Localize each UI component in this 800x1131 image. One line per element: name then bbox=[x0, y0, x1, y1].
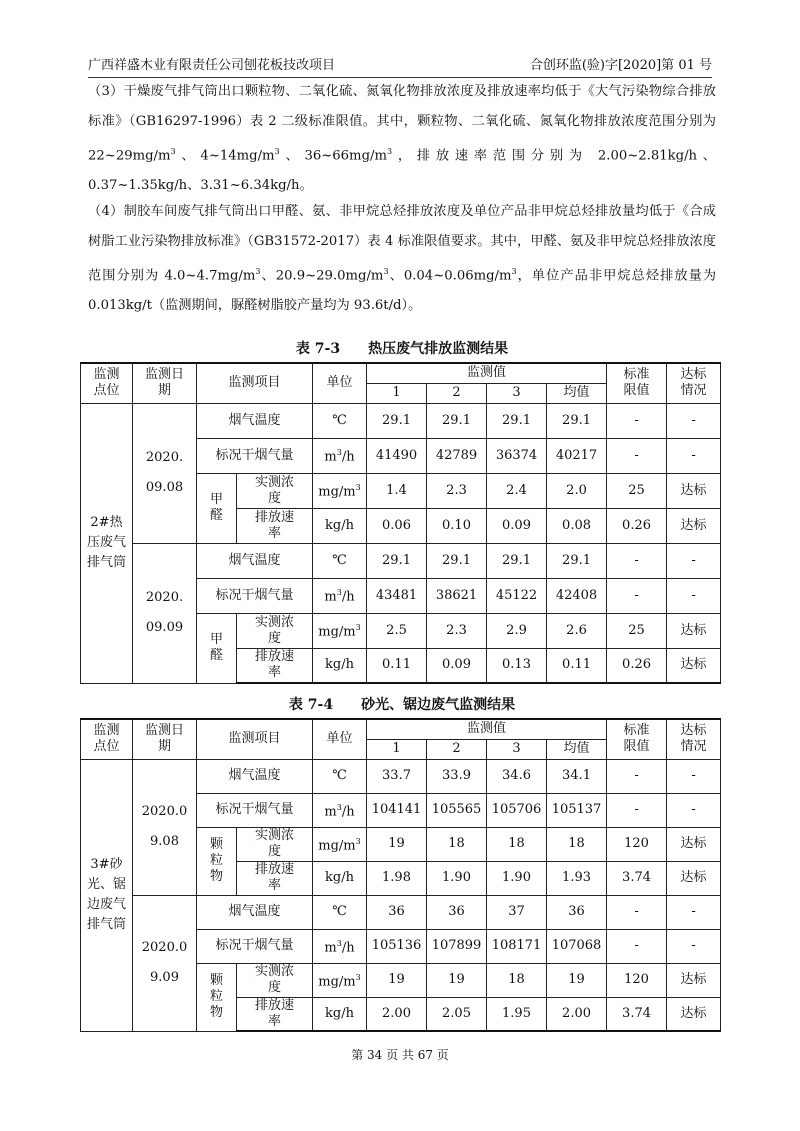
table-row bbox=[81, 403, 721, 438]
average-cell: 42408 bbox=[547, 578, 607, 613]
header-value-avg: 均值 bbox=[547, 383, 607, 403]
unit-cell: ℃ bbox=[313, 759, 367, 793]
status-cell: - bbox=[667, 578, 721, 613]
average-cell: 34.1 bbox=[547, 759, 607, 793]
limit-cell: 120 bbox=[607, 827, 667, 861]
monitoring-item: 烟气温度 bbox=[197, 895, 313, 929]
status-cell: - bbox=[667, 403, 721, 438]
table-title: 砂光、锯边废气监测结果 bbox=[361, 697, 516, 713]
limit-cell: - bbox=[607, 543, 667, 578]
status-cell: - bbox=[667, 438, 721, 473]
value-2-cell: 2.05 bbox=[427, 997, 487, 1031]
monitoring-date: 2020. 09.08 bbox=[133, 403, 197, 543]
value-3-cell: 1.90 bbox=[487, 861, 547, 895]
header-point: 监测点位 bbox=[81, 719, 133, 759]
table-caption-7-3 bbox=[88, 338, 716, 358]
paragraph-drying-exhaust: （3）干燥废气排气筒出口颗粒物、二氧化硫、氮氧化物排放浓度及排放速率均低于《大气污染物综合排放标准》（GB16297-1996）表 2 二级标准限值。其中，颗粒物、二氧化硫、氮氧化物排放浓度范围分别为 $22\sim 29mg/m^3$、$4\sim 14mg/m^3$、$36\sim 66mg/m^3$，排放速率范围分别为 2.00~2.81kg/h、0.37~1.35kg/h、3.31~6.34kg/h。 bbox=[88, 84, 716, 194]
value-3-cell: 18 bbox=[487, 827, 547, 861]
status-cell: - bbox=[667, 543, 721, 578]
value-2-cell: 0.10 bbox=[427, 508, 487, 543]
value-3-cell: 45122 bbox=[487, 578, 547, 613]
monitoring-item: 实测浓度 bbox=[237, 613, 313, 648]
value-3-cell: 105706 bbox=[487, 793, 547, 827]
table-caption-7-4 bbox=[88, 694, 716, 714]
value-3-cell: 108171 bbox=[487, 929, 547, 963]
pollutant-name: 甲醛 bbox=[197, 473, 237, 543]
average-cell: 105137 bbox=[547, 793, 607, 827]
value-2-cell: 105565 bbox=[427, 793, 487, 827]
header-point: 监测点位 bbox=[81, 363, 133, 403]
header-item: 监测项目 bbox=[197, 719, 313, 759]
value-2-cell: 29.1 bbox=[427, 403, 487, 438]
value-3-cell: 0.09 bbox=[487, 508, 547, 543]
status-cell: 达标 bbox=[667, 997, 721, 1031]
status-cell: 达标 bbox=[667, 648, 721, 683]
header-value-2: 2 bbox=[427, 739, 487, 759]
monitoring-item: 实测浓度 bbox=[237, 473, 313, 508]
unit-cell: kg/h bbox=[313, 997, 367, 1031]
unit-cell: $m^3/h$ bbox=[313, 578, 367, 613]
header-limit: 标准限值 bbox=[607, 719, 667, 759]
value-3-cell: 29.1 bbox=[487, 543, 547, 578]
status-cell: 达标 bbox=[667, 827, 721, 861]
average-cell: 2.00 bbox=[547, 997, 607, 1031]
value-2-cell: 29.1 bbox=[427, 543, 487, 578]
value-1-cell: 29.1 bbox=[367, 403, 427, 438]
header-status: 达标情况 bbox=[667, 363, 721, 403]
hot-press-exhaust-table bbox=[80, 362, 721, 684]
header-item: 监测项目 bbox=[197, 363, 313, 403]
unit-cell: ℃ bbox=[313, 403, 367, 438]
unit-cell: kg/h bbox=[313, 861, 367, 895]
header-unit: 单位 bbox=[313, 363, 367, 403]
value-2-cell: 1.90 bbox=[427, 861, 487, 895]
header-date: 监测日期 bbox=[133, 719, 197, 759]
limit-cell: 25 bbox=[607, 613, 667, 648]
monitoring-date: 2020. 09.09 bbox=[133, 543, 197, 683]
header-unit: 单位 bbox=[313, 719, 367, 759]
status-cell: 达标 bbox=[667, 613, 721, 648]
value-2-cell: 107899 bbox=[427, 929, 487, 963]
value-3-cell: 29.1 bbox=[487, 403, 547, 438]
value-2-cell: 2.3 bbox=[427, 613, 487, 648]
value-3-cell: 34.6 bbox=[487, 759, 547, 793]
average-cell: 2.0 bbox=[547, 473, 607, 508]
limit-cell: 3.74 bbox=[607, 997, 667, 1031]
header-value-1: 1 bbox=[367, 739, 427, 759]
monitoring-item: 排放速率 bbox=[237, 997, 313, 1031]
header-status: 达标情况 bbox=[667, 719, 721, 759]
status-cell: - bbox=[667, 929, 721, 963]
value-1-cell: 0.11 bbox=[367, 648, 427, 683]
value-3-cell: 2.4 bbox=[487, 473, 547, 508]
limit-cell: - bbox=[607, 793, 667, 827]
value-1-cell: 43481 bbox=[367, 578, 427, 613]
value-1-cell: 1.98 bbox=[367, 861, 427, 895]
average-cell: 0.08 bbox=[547, 508, 607, 543]
value-3-cell: 2.9 bbox=[487, 613, 547, 648]
average-cell: 29.1 bbox=[547, 403, 607, 438]
value-1-cell: 105136 bbox=[367, 929, 427, 963]
monitoring-item: 排放速率 bbox=[237, 648, 313, 683]
status-cell: 达标 bbox=[667, 508, 721, 543]
header-date: 监测日期 bbox=[133, 363, 197, 403]
status-cell: - bbox=[667, 793, 721, 827]
table-row bbox=[81, 759, 721, 793]
value-3-cell: 0.13 bbox=[487, 648, 547, 683]
status-cell: - bbox=[667, 895, 721, 929]
value-2-cell: 19 bbox=[427, 963, 487, 997]
average-cell: 1.93 bbox=[547, 861, 607, 895]
pollutant-name: 甲醛 bbox=[197, 613, 237, 683]
header-value-3: 3 bbox=[487, 383, 547, 403]
unit-cell: $mg/m^3$ bbox=[313, 963, 367, 997]
average-cell: 29.1 bbox=[547, 543, 607, 578]
value-3-cell: 1.95 bbox=[487, 997, 547, 1031]
monitoring-point: 2#热压废气排气筒 bbox=[81, 403, 133, 683]
average-cell: 36 bbox=[547, 895, 607, 929]
monitoring-date: 2020.0 9.09 bbox=[133, 895, 197, 1031]
status-cell: - bbox=[667, 759, 721, 793]
limit-cell: - bbox=[607, 438, 667, 473]
unit-cell: $mg/m^3$ bbox=[313, 613, 367, 648]
monitoring-date: 2020.0 9.08 bbox=[133, 759, 197, 895]
value-1-cell: 2.00 bbox=[367, 997, 427, 1031]
header-limit: 标准限值 bbox=[607, 363, 667, 403]
limit-cell: - bbox=[607, 895, 667, 929]
value-1-cell: 19 bbox=[367, 827, 427, 861]
monitoring-item: 实测浓度 bbox=[237, 963, 313, 997]
value-3-cell: 18 bbox=[487, 963, 547, 997]
value-2-cell: 18 bbox=[427, 827, 487, 861]
header-value-2: 2 bbox=[427, 383, 487, 403]
header-report-number: 合创环监(验)字[2020]第 01 号 bbox=[529, 58, 712, 73]
average-cell: 18 bbox=[547, 827, 607, 861]
page-footer: 第 34 页 共 67 页 bbox=[351, 1048, 449, 1062]
header-value-3: 3 bbox=[487, 739, 547, 759]
value-1-cell: 104141 bbox=[367, 793, 427, 827]
value-2-cell: 38621 bbox=[427, 578, 487, 613]
table-row bbox=[81, 895, 721, 929]
value-1-cell: 0.06 bbox=[367, 508, 427, 543]
header-value-1: 1 bbox=[367, 383, 427, 403]
value-3-cell: 36374 bbox=[487, 438, 547, 473]
limit-cell: - bbox=[607, 929, 667, 963]
header-project-name: 广西祥盛木业有限责任公司刨花板技改项目 bbox=[88, 58, 336, 73]
unit-cell: $m^3/h$ bbox=[313, 929, 367, 963]
unit-cell: $m^3/h$ bbox=[313, 793, 367, 827]
value-1-cell: 33.7 bbox=[367, 759, 427, 793]
table-title: 热压废气排放监测结果 bbox=[368, 341, 509, 357]
pollutant-name: 颗粒物 bbox=[197, 963, 237, 1031]
monitoring-item: 烟气温度 bbox=[197, 759, 313, 793]
limit-cell: - bbox=[607, 578, 667, 613]
monitoring-item: 排放速率 bbox=[237, 861, 313, 895]
unit-cell: $m^3/h$ bbox=[313, 438, 367, 473]
status-cell: 达标 bbox=[667, 963, 721, 997]
limit-cell: 120 bbox=[607, 963, 667, 997]
monitoring-item: 标况干烟气量 bbox=[197, 793, 313, 827]
limit-cell: 3.74 bbox=[607, 861, 667, 895]
monitoring-item: 标况干烟气量 bbox=[197, 438, 313, 473]
monitoring-point: 3#砂光、锯边废气排气筒 bbox=[81, 759, 133, 1031]
unit-cell: kg/h bbox=[313, 508, 367, 543]
header-values: 监测值 bbox=[367, 719, 607, 739]
table-number: 表 7-4 bbox=[288, 697, 334, 713]
value-2-cell: 42789 bbox=[427, 438, 487, 473]
monitoring-item: 标况干烟气量 bbox=[197, 929, 313, 963]
unit-cell: ℃ bbox=[313, 543, 367, 578]
page-header bbox=[88, 50, 712, 78]
value-1-cell: 1.4 bbox=[367, 473, 427, 508]
limit-cell: 25 bbox=[607, 473, 667, 508]
header-value-avg: 均值 bbox=[547, 739, 607, 759]
average-cell: 107068 bbox=[547, 929, 607, 963]
status-cell: 达标 bbox=[667, 861, 721, 895]
average-cell: 40217 bbox=[547, 438, 607, 473]
paragraph-glue-workshop-exhaust: （4）制胶车间废气排气筒出口甲醛、氨、非甲烷总烃排放浓度及单位产品非甲烷总烃排放量均低于《合成树脂工业污染物排放标准》（GB31572-2017）表 4 标准限值要求。其中，甲醛、氨及非甲烷总烃排放浓度范围分别为 $4.0\sim 4.7mg/m^3$、$20.9\sim 29.0mg/m^3$、$0.04\sim 0.06mg/m^3$，单位产品非甲烷总烃排放量为 0.013kg/t（监测期间，脲醛树脂胶产量均为 93.6t/d）。 bbox=[88, 204, 717, 314]
value-1-cell: 2.5 bbox=[367, 613, 427, 648]
value-2-cell: 2.3 bbox=[427, 473, 487, 508]
value-1-cell: 36 bbox=[367, 895, 427, 929]
value-1-cell: 19 bbox=[367, 963, 427, 997]
monitoring-item: 实测浓度 bbox=[237, 827, 313, 861]
value-1-cell: 41490 bbox=[367, 438, 427, 473]
table-row bbox=[81, 543, 721, 578]
unit-cell: ℃ bbox=[313, 895, 367, 929]
pollutant-name: 颗粒物 bbox=[197, 827, 237, 895]
limit-cell: - bbox=[607, 403, 667, 438]
table-number: 表 7-3 bbox=[295, 341, 341, 357]
monitoring-item: 烟气温度 bbox=[197, 543, 313, 578]
header-values: 监测值 bbox=[367, 363, 607, 383]
value-2-cell: 0.09 bbox=[427, 648, 487, 683]
value-2-cell: 36 bbox=[427, 895, 487, 929]
status-cell: 达标 bbox=[667, 473, 721, 508]
monitoring-item: 烟气温度 bbox=[197, 403, 313, 438]
value-2-cell: 33.9 bbox=[427, 759, 487, 793]
limit-cell: 0.26 bbox=[607, 648, 667, 683]
value-1-cell: 29.1 bbox=[367, 543, 427, 578]
average-cell: 0.11 bbox=[547, 648, 607, 683]
limit-cell: - bbox=[607, 759, 667, 793]
unit-cell: $mg/m^3$ bbox=[313, 827, 367, 861]
value-3-cell: 37 bbox=[487, 895, 547, 929]
monitoring-item: 排放速率 bbox=[237, 508, 313, 543]
average-cell: 2.6 bbox=[547, 613, 607, 648]
monitoring-item: 标况干烟气量 bbox=[197, 578, 313, 613]
average-cell: 19 bbox=[547, 963, 607, 997]
unit-cell: kg/h bbox=[313, 648, 367, 683]
sanding-edge-exhaust-table bbox=[80, 718, 721, 1032]
limit-cell: 0.26 bbox=[607, 508, 667, 543]
unit-cell: $mg/m^3$ bbox=[313, 473, 367, 508]
